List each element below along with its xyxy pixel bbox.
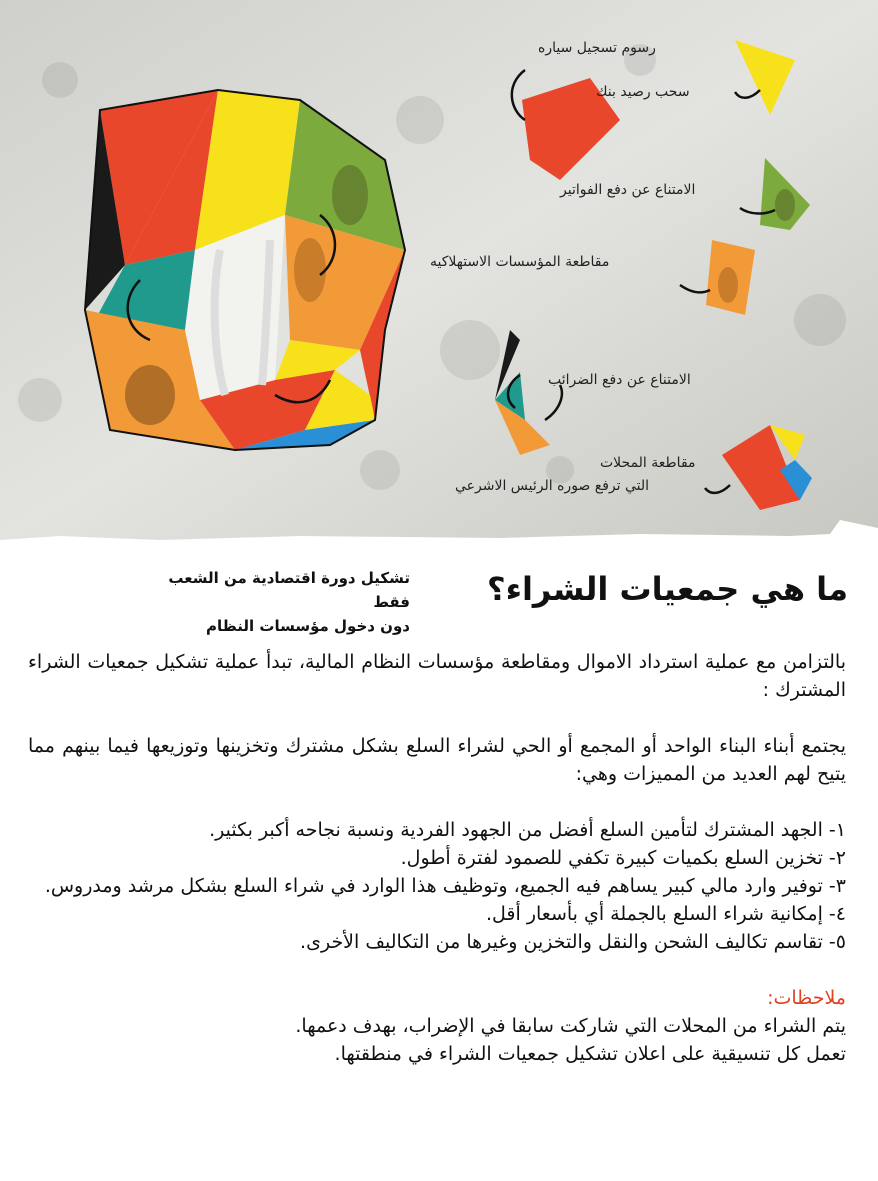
label-taxes: الامتناع عن دفع الضرائب — [548, 372, 691, 388]
feature-item: ٥- تقاسم تكاليف الشحن والنقل والتخزين وغيرها من التكاليف الأخرى. — [300, 931, 846, 953]
feature-item: ٢- تخزين السلع بكميات كبيرة تكفي للصمود لفترة أطول. — [400, 847, 846, 869]
tagline-line-1: تشكيل دورة اقتصادية من الشعب فقط — [168, 569, 410, 611]
feature-item: ٤- إمكانية شراء السلع بالجملة أي بأسعار أقل. — [486, 903, 846, 925]
label-withdraw-balance: سحب رصيد بنك — [596, 84, 690, 100]
mosaic-ring — [85, 90, 405, 450]
note-item: تعمل كل تنسيقية على اعلان تشكيل جمعيات الشراء في منطقتها. — [334, 1043, 846, 1065]
label-boycott-shops-1: مقاطعة المحلات — [600, 455, 696, 471]
feature-item: ٣- توفير وارد مالي كبير يساهم فيه الجميع، وتوظيف هذا الوارد في شراء السلع بشكل مرشد ومدروس. — [44, 875, 846, 897]
feature-item: ١- الجهد المشترك لتأمين السلع أفضل من الجهود الفردية ونسبة نجاحه أكبر بكثير. — [209, 819, 846, 841]
article-body — [28, 648, 846, 1068]
intro-paragraph: بالتزامن مع عملية استرداد الاموال ومقاطعة مؤسسات النظام المالية، تبدأ عملية تشكيل جمعيات الشراء المشترك : — [28, 651, 846, 701]
label-car-fees: رسوم تسجيل سياره — [538, 40, 656, 56]
notes-heading: ملاحظات: — [767, 987, 846, 1009]
note-item: يتم الشراء من المحلات التي شاركت سابقا في الإضراب، بهدف دعمها. — [295, 1015, 846, 1037]
page-title: ما هي جمعيات الشراء؟ — [487, 570, 848, 608]
label-bills: الامتناع عن دفع الفواتير — [560, 182, 696, 198]
tagline — [150, 566, 410, 638]
label-boycott-institutions: مقاطعة المؤسسات الاستهلاكيه — [430, 254, 610, 270]
hero-illustration — [0, 0, 878, 560]
tagline-line-2: دون دخول مؤسسات النظام — [206, 617, 410, 635]
hero-artwork — [0, 0, 878, 560]
label-boycott-shops-2: التي ترفع صوره الرئيس الاشرعي — [455, 478, 650, 494]
description-paragraph: يجتمع أبناء البناء الواحد أو المجمع أو الحي لشراء السلع بشكل مشترك وتخزينها وتوزيعها فيما بينهم مما يتيح لهم العديد من المميزات وهي: — [28, 735, 846, 785]
